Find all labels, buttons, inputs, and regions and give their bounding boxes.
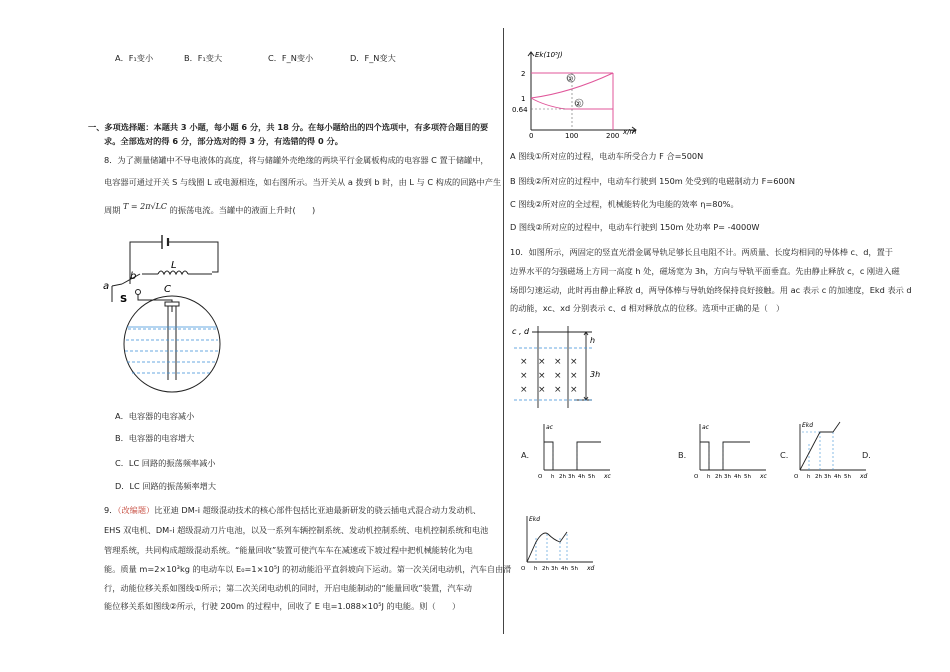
svg-text:×: × (554, 371, 562, 381)
graph-ylabel: Ek(10⁵J) (535, 51, 563, 59)
label-C: C (164, 284, 171, 295)
svg-text:×: × (520, 357, 528, 367)
svg-text:3h: 3h (551, 566, 558, 572)
q10-stem-line2: 边界水平的匀强磁场上方同一高度 h 处，磁场宽为 3h，方向与导轨平面垂直。先由静止释放 c，c 刚进入磁 (510, 266, 900, 276)
svg-text:xc: xc (604, 473, 611, 480)
q9-stem-line1: 9．（改编题）比亚迪 DM-i 超级混动技术的核心部件包括比亚迪最新研发的骁云插电式混合动力发动机、 (104, 505, 481, 515)
svg-text:xd: xd (587, 565, 595, 572)
section-heading-line1: 一、多项选择题：本题共 3 小题，每小题 6 分，共 18 分。在每小题给出的四个选项中，有多项符合题目的要 (88, 122, 489, 132)
q10-graph-b (690, 420, 770, 482)
svg-text:3h: 3h (824, 474, 831, 480)
graph-xlabel: x/m (623, 128, 637, 136)
svg-text:ac: ac (546, 424, 553, 431)
svg-text:2h: 2h (815, 474, 822, 480)
svg-text:5h: 5h (844, 474, 851, 480)
svg-text:4h: 4h (734, 474, 741, 480)
q10-graph-d-letter: D. (862, 450, 871, 460)
q9-option-c: C 图线②所对应的全过程，机械能转化为电能的效率 η=80%。 (510, 199, 739, 209)
q8-option-c: C．LC 回路的振荡频率减小 (115, 458, 216, 468)
curve-label-2: ② (575, 100, 582, 108)
ytick-2: 2 (521, 70, 526, 78)
svg-text:×: × (538, 385, 546, 395)
svg-text:×: × (554, 357, 562, 367)
svg-text:h: h (807, 474, 811, 480)
q8-stem-line3: 周期 T = 2π√LC 的振荡电流。当罐中的液面上升时( ) (104, 202, 316, 215)
svg-text:4h: 4h (561, 566, 568, 572)
q8-stem-line2: 电容器可通过开关 S 与线圈 L 或电源相连，如右图所示。当开关从 a 拨到 b 时，由 L 与 C 构成的回路中产生 (104, 177, 502, 187)
xtick-200: 200 (606, 132, 620, 138)
q7-option-d: D．F_N变大 (350, 53, 396, 63)
label-cd: c , d (512, 327, 530, 336)
q10-graph-d (517, 512, 597, 574)
svg-text:5h: 5h (588, 474, 595, 480)
svg-text:xd: xd (860, 473, 868, 480)
svg-text:h: h (707, 474, 711, 480)
capacitor-circuit-figure (100, 232, 230, 402)
svg-text:h: h (551, 474, 555, 480)
curve-label-1: ① (567, 75, 574, 83)
svg-text:×: × (538, 357, 546, 367)
q10-stem-line4: 的动能，xc、xd 分别表示 c、d 相对释放点的位移。选项中正确的是（ ） (510, 303, 785, 313)
q7-option-a: A．F₁变小 (115, 53, 154, 63)
q10-graph-b-letter: B. (678, 450, 687, 460)
svg-text:ac: ac (702, 424, 709, 431)
svg-text:2h: 2h (715, 474, 722, 480)
svg-text:Ekd: Ekd (529, 516, 541, 523)
section-heading-line2: 求。全部选对的得 6 分，部分选对的得 3 分，有选错的得 0 分。 (104, 136, 343, 146)
q10-graph-c (790, 420, 870, 482)
label-S: S (120, 294, 128, 305)
energy-displacement-graph (505, 48, 650, 138)
svg-text:×: × (554, 385, 562, 395)
svg-text:×: × (538, 371, 546, 381)
svg-text:×: × (570, 357, 578, 367)
q9-stem-line2: EHS 双电机、DM-i 超级混动刀片电池，以及一系列车辆控制系统、发动机控制系统、电机控制系统和电池 (104, 525, 489, 535)
q8-stem-line1: 8．为了测量储罐中不导电液体的高度，将与储罐外壳绝缘的两块平行金属板构成的电容器 C 置于储罐中， (104, 155, 489, 165)
label-L: L (171, 260, 177, 271)
q7-option-c: C．F_N变小 (268, 53, 314, 63)
q10-stem-line1: 10．如图所示，两固定的竖直光滑金属导轨足够长且电阻不计。两质量、长度均相同的导体棒 c、d，置于 (510, 247, 893, 257)
svg-text:O: O (521, 566, 526, 572)
period-formula: T = 2π√LC (123, 202, 168, 211)
q7-option-b: B．F₁变大 (184, 53, 223, 63)
svg-text:Ekd: Ekd (802, 422, 814, 429)
svg-text:5h: 5h (744, 474, 751, 480)
ytick-1: 1 (521, 95, 526, 103)
svg-text:×: × (520, 385, 528, 395)
svg-text:4h: 4h (578, 474, 585, 480)
magnetic-field-figure (508, 322, 618, 410)
label-a: a (103, 281, 110, 292)
q10-graph-c-letter: C. (780, 450, 789, 460)
q10-stem-line3: 场即匀速运动，此时再由静止释放 d，两导体棒与导轨始终保持良好接触。用 ac 表示 c 的加速度，Ekd 表示 d (510, 285, 912, 295)
q8-option-d: D．LC 回路的振荡频率增大 (115, 481, 217, 491)
q8-option-a: A．电容器的电容减小 (115, 411, 195, 421)
svg-text:4h: 4h (834, 474, 841, 480)
q10-graph-a-letter: A. (521, 450, 530, 460)
label-3h: 3h (590, 370, 601, 379)
q9-option-d: D 图线②所对应的过程中，电动车行驶到 150m 处功率 P= -4000W (510, 222, 760, 232)
svg-text:O: O (794, 474, 799, 480)
svg-text:×: × (570, 371, 578, 381)
svg-text:×: × (520, 371, 528, 381)
svg-text:3h: 3h (568, 474, 575, 480)
svg-text:×: × (570, 385, 578, 395)
adapted-tag: （改编题） (117, 505, 155, 515)
q9-option-b: B 图线②所对应的过程中，电动车行驶到 150m 处受到的电磁制动力 F=600N (510, 176, 795, 186)
label-h: h (590, 336, 596, 345)
svg-text:O: O (538, 474, 543, 480)
xtick-0: 0 (529, 132, 534, 138)
svg-text:O: O (694, 474, 699, 480)
q9-stem-line4: 能。质量 m=2×10³kg 的电动车以 E₀=1×10⁵J 的初动能沿平直斜坡向下运动。第一次关闭电动机，汽车自由滑 (104, 564, 512, 574)
label-b: b (130, 271, 137, 282)
svg-text:3h: 3h (724, 474, 731, 480)
svg-text:xc: xc (760, 473, 767, 480)
q10-graph-a (534, 420, 614, 482)
svg-text:2h: 2h (542, 566, 549, 572)
q9-option-a: A 图线①所对应的过程，电动车所受合力 F 合=500N (510, 151, 704, 161)
svg-text:2h: 2h (559, 474, 566, 480)
svg-text:h: h (534, 566, 538, 572)
xtick-100: 100 (565, 132, 579, 138)
ytick-064: 0.64 (512, 106, 528, 114)
column-divider (503, 28, 504, 634)
q9-stem-line5: 行，动能位移关系如图线①所示；第二次关闭电动机的同时，开启电能制动的“能量回收”装置，汽车动 (104, 583, 472, 593)
q9-stem-line6: 能位移关系如图线②所示，行驶 200m 的过程中，回收了 E 电=1.088×10⁵J 的电能。则（ ） (104, 601, 461, 611)
q8-option-b: B．电容器的电容增大 (115, 433, 195, 443)
q9-stem-line3: 管理系统，共同构成超级混动系统。“能量回收”装置可使汽车车在减速或下坡过程中把机械能转化为电 (104, 545, 473, 555)
svg-text:5h: 5h (571, 566, 578, 572)
